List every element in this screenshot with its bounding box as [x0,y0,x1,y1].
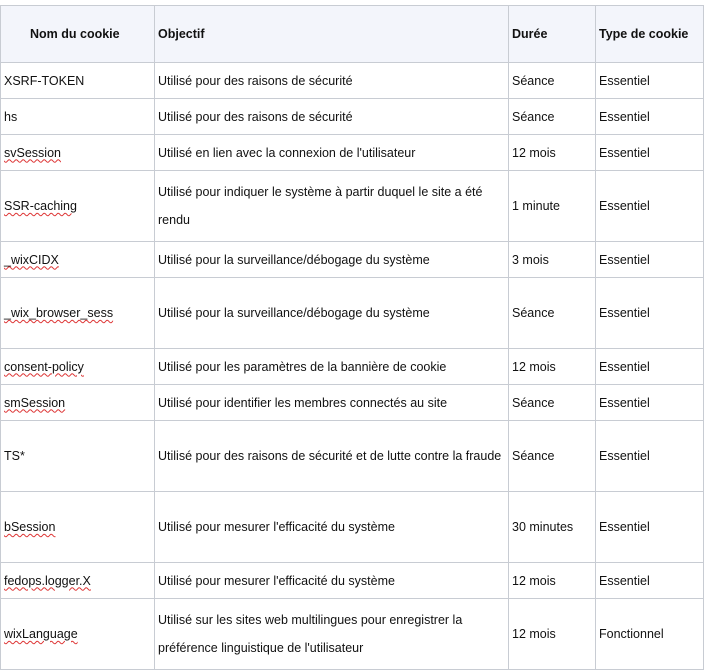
duration-cell: 12 mois [509,563,596,599]
table-row [1,278,704,349]
type-cell: Essentiel [596,171,704,242]
table-row [1,421,704,492]
table-row [1,63,704,99]
type-cell: Fonctionnel [596,599,704,670]
cookie-table [0,5,704,670]
duration-cell: Séance [509,63,596,99]
purpose-cell: Utilisé pour des raisons de sécurité [155,99,509,135]
header-cookie-name: Nom du cookie [1,6,155,63]
table-body [1,63,704,670]
table-row [1,242,704,278]
header-purpose: Objectif [155,6,509,63]
type-cell: Essentiel [596,349,704,385]
duration-cell: Séance [509,385,596,421]
type-cell: Essentiel [596,99,704,135]
purpose-cell: Utilisé sur les sites web multilingues pour enregistrer la préférence linguistique de l'utilisateur [155,599,509,670]
duration-cell: 12 mois [509,599,596,670]
cookie-name-cell: _wixCIDX [1,242,155,278]
purpose-cell: Utilisé pour mesurer l'efficacité du système [155,492,509,563]
purpose-cell: Utilisé en lien avec la connexion de l'utilisateur [155,135,509,171]
purpose-cell: Utilisé pour mesurer l'efficacité du système [155,563,509,599]
type-cell: Essentiel [596,563,704,599]
cookie-name-cell: XSRF-TOKEN [1,63,155,99]
table-row [1,492,704,563]
purpose-cell: Utilisé pour la surveillance/débogage du système [155,242,509,278]
table-header [1,6,704,63]
duration-cell: 12 mois [509,349,596,385]
table-row [1,135,704,171]
table-row [1,99,704,135]
cookie-name-cell: svSession [1,135,155,171]
header-duration: Durée [509,6,596,63]
duration-cell: 1 minute [509,171,596,242]
type-cell: Essentiel [596,278,704,349]
type-cell: Essentiel [596,492,704,563]
duration-cell: 3 mois [509,242,596,278]
table-row [1,349,704,385]
type-cell: Essentiel [596,135,704,171]
cookie-name-cell: SSR-caching [1,171,155,242]
cookie-name-cell: wixLanguage [1,599,155,670]
table-row [1,171,704,242]
purpose-cell: Utilisé pour les paramètres de la bannière de cookie [155,349,509,385]
cookie-name-cell: smSession [1,385,155,421]
table-row [1,599,704,670]
purpose-cell: Utilisé pour la surveillance/débogage du système [155,278,509,349]
cookie-name-cell: fedops.logger.X [1,563,155,599]
purpose-cell: Utilisé pour des raisons de sécurité [155,63,509,99]
purpose-cell: Utilisé pour des raisons de sécurité et de lutte contre la fraude [155,421,509,492]
cookie-name-cell: _wix_browser_sess [1,278,155,349]
cookie-name-cell: TS* [1,421,155,492]
cookie-name-cell: consent-policy [1,349,155,385]
type-cell: Essentiel [596,63,704,99]
duration-cell: 12 mois [509,135,596,171]
type-cell: Essentiel [596,421,704,492]
table-row [1,563,704,599]
duration-cell: 30 minutes [509,492,596,563]
type-cell: Essentiel [596,385,704,421]
purpose-cell: Utilisé pour indiquer le système à partir duquel le site a été rendu [155,171,509,242]
duration-cell: Séance [509,421,596,492]
purpose-cell: Utilisé pour identifier les membres connectés au site [155,385,509,421]
cookie-name-cell: hs [1,99,155,135]
type-cell: Essentiel [596,242,704,278]
table-row [1,385,704,421]
cookie-name-cell: bSession [1,492,155,563]
header-cookie-type: Type de cookie [596,6,704,63]
header-row [1,6,704,63]
duration-cell: Séance [509,99,596,135]
duration-cell: Séance [509,278,596,349]
